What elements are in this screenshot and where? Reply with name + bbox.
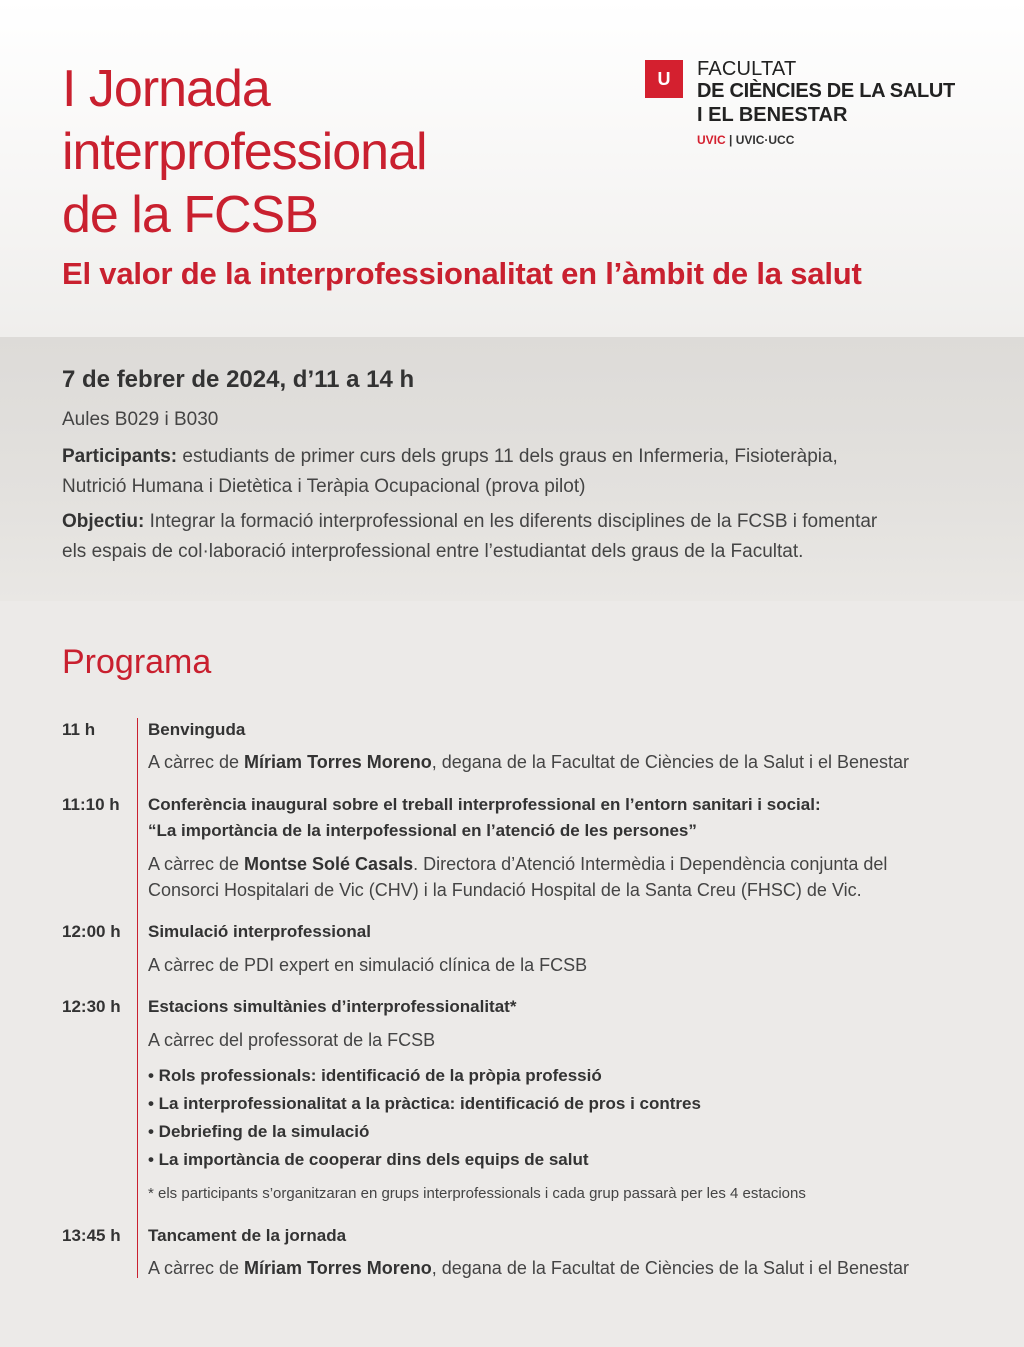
logo-line: I EL BENESTAR [697,104,848,126]
event-rooms: Aules B029 i B030 [62,409,219,430]
objective-paragraph [62,507,982,567]
objective-text: els espais de col·laboració interprofessional entre l’estudiantat dels graus de la Facultat. [62,541,804,562]
station-item: • Rols professionals: identificació de la pròpia professió [148,1066,602,1085]
session-description: A càrrec del professorat de la FCSB [148,1030,436,1050]
participants-paragraph [62,442,982,502]
desc-rest: , degana de la Facultat de Ciències de la Salut i el Benestar [431,1258,910,1278]
session-title: Benvinguda [148,720,246,739]
station-list [148,1062,998,1174]
session-title-line: “La importància de la interpofessional en l’atenció de les persones” [148,821,697,840]
session-description: A càrrec de PDI expert en simulació clínica de la FCSB [148,955,588,975]
session-title-line: Conferència inaugural sobre el treball interprofessional en l’entorn sanitari i social: [148,795,821,814]
participants-text: Nutrició Humana i Dietètica i Teràpia Ocupacional (prova pilot) [62,476,586,497]
session-time: 12:00 h [62,922,121,941]
page-subtitle: El valor de la interprofessionalitat en l’àmbit de la salut [62,256,862,291]
speaker-name: Montse Solé Casals [244,854,414,874]
session-description [148,1255,998,1281]
program-title: Programa [62,643,212,681]
session-title [148,792,998,844]
logo-brand [697,133,794,147]
participants-label: Participants: [62,446,178,467]
session-time: 12:30 h [62,997,121,1016]
session-title: Simulació interprofessional [148,922,371,941]
session-time: 11:10 h [62,795,120,814]
station-item: • La importància de cooperar dins dels equips de salut [148,1150,589,1169]
desc-prefix: A càrrec de [148,752,245,772]
page-title [62,58,427,247]
session-title: Tancament de la jornada [148,1226,347,1245]
objective-text: Integrar la formació interprofessional en les diferents disciplines de la FCSB i fomentar [144,511,878,532]
logo-line: DE CIÈNCIES DE LA SALUT [697,80,955,102]
session-description [148,749,998,775]
session-time: 13:45 h [62,1226,121,1245]
session-time: 11 h [62,720,96,739]
objective-label: Objectiu: [62,511,145,532]
session-description [148,851,998,903]
faculty-logo [645,58,975,158]
speaker-name: Míriam Torres Moreno [244,752,432,772]
uvic-logo-icon [645,60,683,98]
program-timeline-divider [137,718,138,1278]
participants-text: estudiants de primer curs dels grups 11 dels graus en Infermeria, Fisioteràpia, [177,446,838,467]
title-line: interprofessional [62,123,427,181]
desc-rest: , degana de la Facultat de Ciències de la Salut i el Benestar [431,752,910,772]
desc-rest: Consorci Hospitalari de Vic (CHV) i la Fundació Hospital de la Santa Creu (FHSC) de Vic. [148,880,862,900]
logo-line: FACULTAT [697,58,797,80]
event-date: 7 de febrer de 2024, d’11 a 14 h [62,366,415,393]
stations-footnote: * els participants s’organitzaran en grups interprofessionals i cada grup passarà per les 4 estacions [148,1185,806,1202]
logo-mark-letter: U [657,69,671,89]
desc-prefix: A càrrec de [148,1258,245,1278]
brand-uvic: UVIC [697,133,726,147]
title-line: de la FCSB [62,186,318,244]
station-item: • Debriefing de la simulació [148,1122,370,1141]
title-line: I Jornada [62,60,270,118]
desc-prefix: A càrrec de [148,854,245,874]
brand-rest: | UVIC·UCC [725,133,795,147]
speaker-name: Míriam Torres Moreno [244,1258,432,1278]
desc-rest: . Directora d’Atenció Intermèdia i Dependència conjunta del [413,854,888,874]
station-item: • La interprofessionalitat a la pràctica: identificació de pros i contres [148,1094,701,1113]
session-title: Estacions simultànies d’interprofessionalitat* [148,997,517,1016]
